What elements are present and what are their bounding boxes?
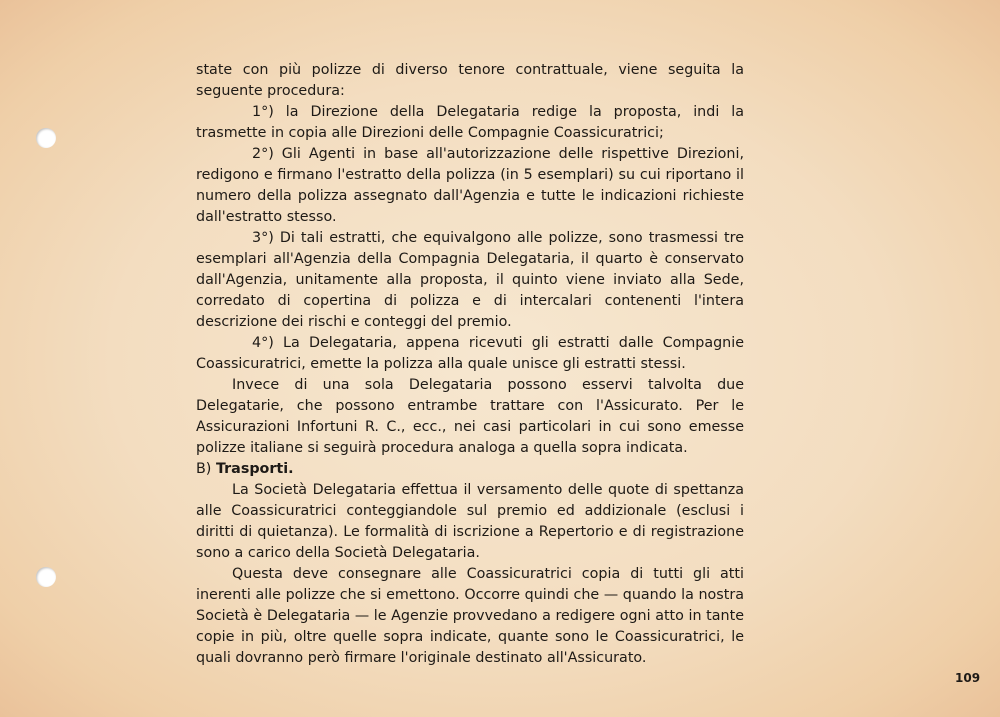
paragraph-item-3: 3°) Di tali estratti, che equivalgono alle polizze, sono trasmessi tre esemplari all'Agenzia della Compagnia Delegataria, il quarto è conservato dall'Agenzia, unitamente alla proposta, il quinto viene inviato alla Sede, corredato di copertina di polizza e di intercalari contenenti l'intera descrizione dei rischi e conteggi del premio.	[196, 230, 744, 330]
paragraph: La Società Delegataria effettua il versamento delle quote di spettanza alle Coassicuratrici conteggiandole sul premio ed addizionale (esclusi i diritti di quietanza). Le formalità di iscrizione a Repertorio e di registrazione sono a carico della Società Delegataria.	[196, 482, 744, 561]
section-heading	[196, 459, 744, 480]
paragraph-item-1: 1°) la Direzione della Delegataria redige la proposta, indi la trasmette in copia alle Direzioni delle Compagnie Coassicuratrici;	[196, 104, 744, 141]
paragraph-item-2: 2°) Gli Agenti in base all'autorizzazione delle rispettive Direzioni, redigono e firmano l'estratto della polizza (in 5 esemplari) su cui riportano il numero della polizza assegnato dall'Agenzia e tutte le indicazioni richieste dall'estratto stesso.	[196, 146, 744, 225]
paragraph: state con più polizze di diverso tenore contrattuale, viene seguita la seguente procedura:	[196, 62, 744, 99]
page-text	[196, 60, 744, 669]
paragraph-item-4: 4°) La Delegataria, appena ricevuti gli estratti dalle Compagnie Coassicuratrici, emette la polizza alla quale unisce gli estratti stessi.	[196, 335, 744, 372]
paragraph: Questa deve consegnare alle Coassicuratrici copia di tutti gli atti inerenti alle polizze che si emettono. Occorre quindi che — quando la nostra Società è Delegataria — le Agenzie provvedano a redigere ogni atto in tante copie in più, oltre quelle sopra indicate, quante sono le Coassicuratrici, le quali dovranno però firmare l'originale destinato all'Assicurato.	[196, 566, 744, 666]
punch-hole-bottom	[36, 567, 56, 587]
punch-hole-top	[36, 128, 56, 148]
paragraph: Invece di una sola Delegataria possono esservi talvolta due Delegatarie, che possono entrambe trattare con l'Assicurato. Per le Assicurazioni Infortuni R. C., ecc., nei casi particolari in cui sono emesse polizze italiane si seguirà procedura analoga a quella sopra indicata.	[196, 377, 744, 456]
page-number: 109	[955, 671, 981, 685]
section-title: Trasporti.	[215, 461, 294, 477]
section-letter: B)	[196, 461, 212, 477]
